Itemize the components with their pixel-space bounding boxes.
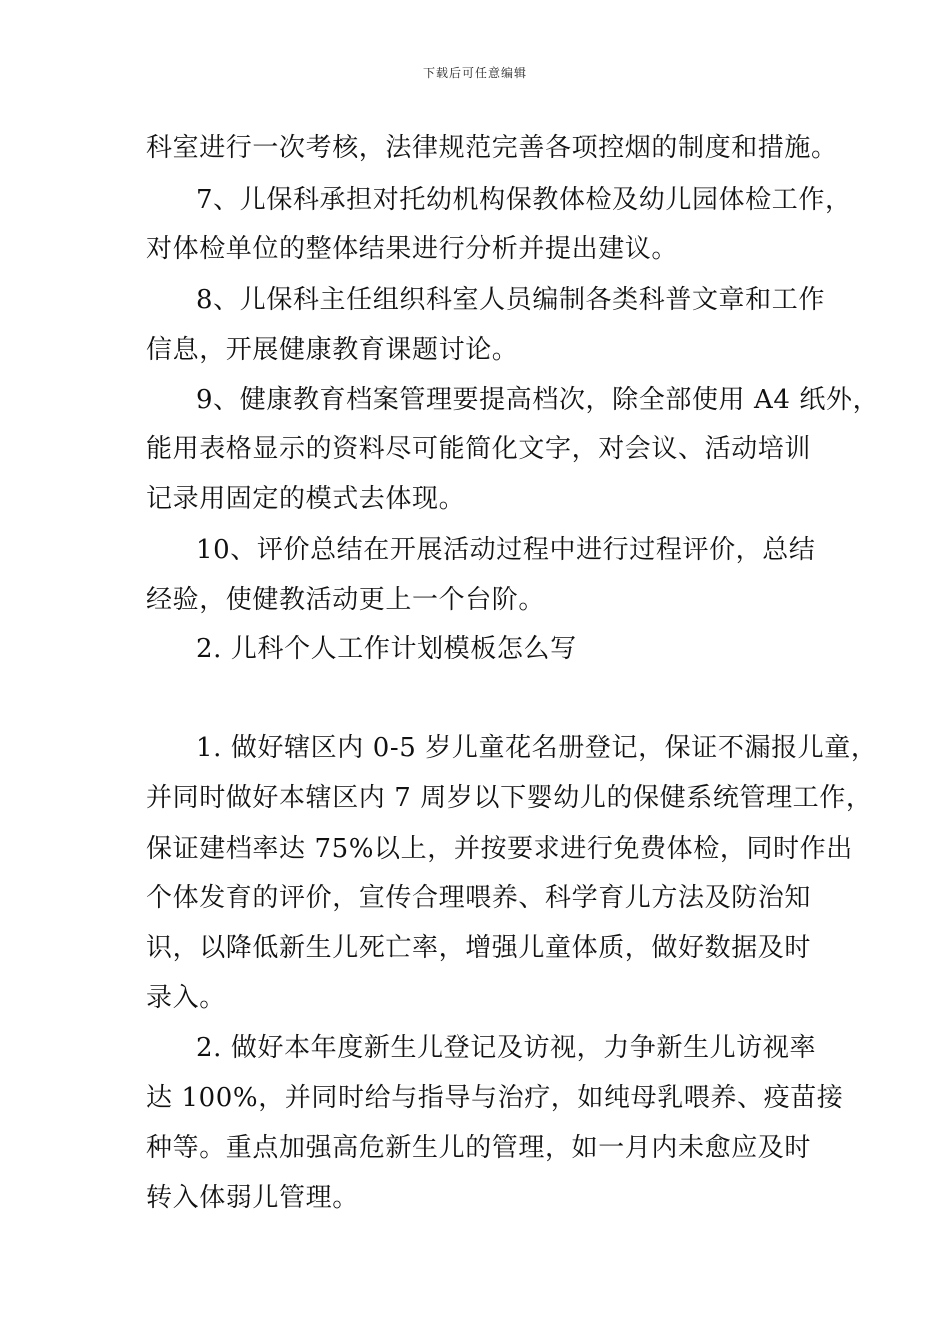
- text-line: 能用表格显示的资料尽可能简化文字，对会议、活动培训: [146, 434, 812, 464]
- text-line: 信息，开展健康教育课题讨论。: [146, 335, 519, 365]
- text-line: 经验，使健教活动更上一个台阶。: [146, 585, 546, 615]
- text-line: 对体检单位的整体结果进行分析并提出建议。: [146, 234, 679, 264]
- text-line: 2. 做好本年度新生儿登记及访视，力争新生儿访视率: [196, 1033, 817, 1063]
- text-line: 7、儿保科承担对托幼机构保教体检及幼儿园体检工作，: [196, 185, 852, 215]
- text-line: 达 100%，并同时给与指导与治疗，如纯母乳喂养、疫苗接: [146, 1083, 844, 1113]
- text-line: 9、健康教育档案管理要提高档次，除全部使用 A4 纸外，: [196, 385, 880, 415]
- text-line: 科室进行一次考核，法律规范完善各项控烟的制度和措施。: [146, 133, 838, 163]
- text-line: 8、儿保科主任组织科室人员编制各类科普文章和工作: [196, 285, 825, 315]
- text-line: 种等。重点加强高危新生儿的管理，如一月内未愈应及时: [146, 1133, 812, 1163]
- text-line: 10、评价总结在开展活动过程中进行过程评价，总结: [196, 535, 816, 565]
- text-line: 转入体弱儿管理。: [146, 1183, 359, 1213]
- text-line: 记录用固定的模式去体现。: [146, 484, 466, 514]
- text-line: 并同时做好本辖区内 7 周岁以下婴幼儿的保健系统管理工作，: [146, 783, 873, 813]
- text-line: 识，以降低新生儿死亡率，增强儿童体质，做好数据及时: [146, 933, 812, 963]
- text-line: 保证建档率达 75%以上，并按要求进行免费体检，同时作出: [146, 834, 853, 864]
- text-line: 个体发育的评价，宣传合理喂养、科学育儿方法及防治知: [146, 883, 812, 913]
- text-line: 录入。: [146, 983, 226, 1013]
- text-line: 1. 做好辖区内 0-5 岁儿童花名册登记，保证不漏报儿童，: [196, 733, 878, 763]
- page-header-note: 下载后可任意编辑: [422, 66, 527, 80]
- section-heading: 2. 儿科个人工作计划模板怎么写: [196, 634, 577, 664]
